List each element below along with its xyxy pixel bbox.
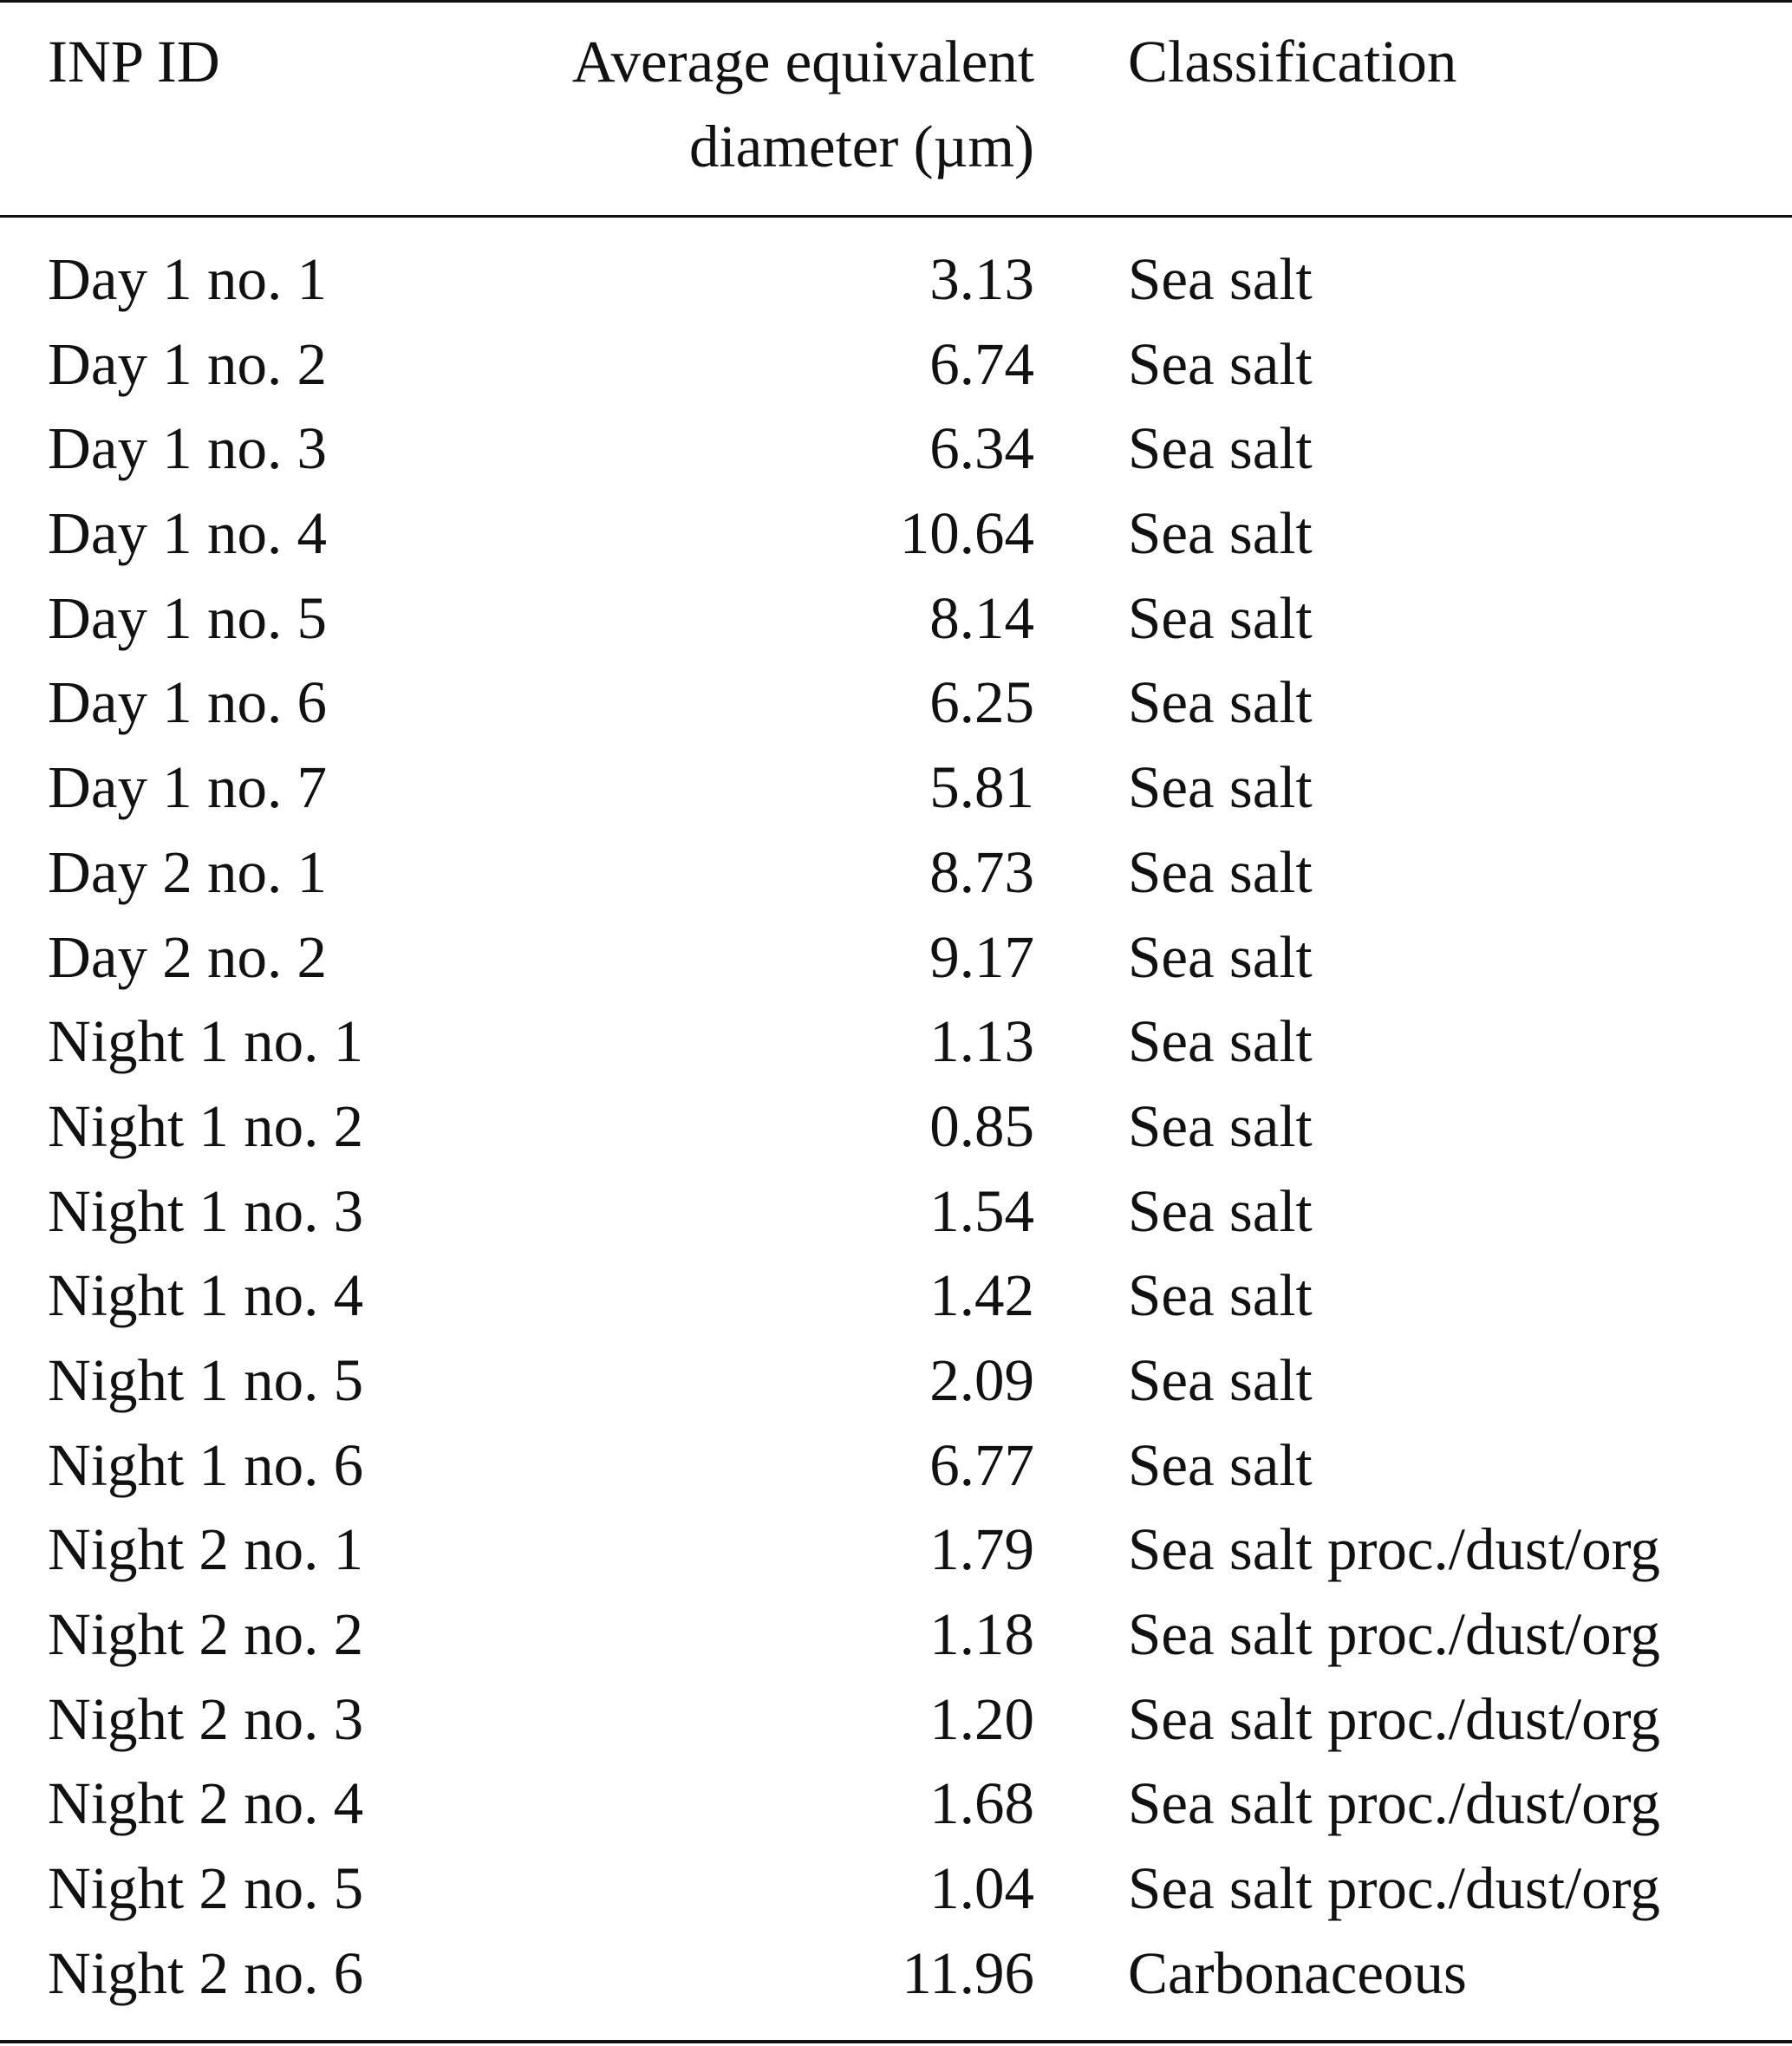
- cell-classification: Sea salt: [1128, 1008, 1313, 1075]
- cell-inp-id: Night 2 no. 5: [48, 1855, 364, 1922]
- table-row: [0, 1677, 1792, 1762]
- cell-diameter: 1.79: [929, 1516, 1034, 1583]
- cell-inp-id: Night 1 no. 4: [48, 1262, 364, 1329]
- table-row: [0, 1084, 1792, 1169]
- cell-classification: Sea salt: [1128, 1177, 1313, 1244]
- cell-inp-id: Day 1 no. 3: [48, 415, 327, 482]
- cell-classification: Sea salt: [1128, 923, 1313, 990]
- cell-inp-id: Day 2 no. 1: [48, 838, 327, 905]
- cell-inp-id: Day 1 no. 5: [48, 584, 327, 651]
- cell-classification: Sea salt: [1128, 246, 1313, 312]
- cell-diameter: 3.13: [929, 246, 1034, 312]
- cell-diameter: 1.18: [929, 1601, 1034, 1667]
- cell-classification: Sea salt proc./dust/org: [1128, 1601, 1660, 1667]
- cell-diameter: 0.85: [929, 1092, 1034, 1159]
- cell-classification: Sea salt: [1128, 669, 1313, 736]
- cell-diameter: 9.17: [929, 923, 1034, 990]
- cell-classification: Sea salt: [1128, 584, 1313, 651]
- cell-classification: Sea salt: [1128, 1346, 1313, 1413]
- table-row: [0, 1507, 1792, 1592]
- cell-inp-id: Night 2 no. 6: [48, 1939, 364, 2006]
- cell-diameter: 8.14: [929, 584, 1034, 651]
- cell-inp-id: Day 1 no. 6: [48, 669, 327, 736]
- cell-inp-id: Night 2 no. 2: [48, 1601, 364, 1667]
- cell-diameter: 6.77: [929, 1431, 1034, 1498]
- cell-diameter: 6.25: [929, 669, 1034, 736]
- cell-classification: Sea salt proc./dust/org: [1128, 1516, 1660, 1583]
- cell-inp-id: Night 1 no. 5: [48, 1346, 364, 1413]
- table-row: [0, 1338, 1792, 1423]
- cell-inp-id: Night 1 no. 2: [48, 1092, 364, 1159]
- cell-classification: Sea salt: [1128, 838, 1313, 905]
- cell-diameter: 1.04: [929, 1855, 1034, 1922]
- table-row: [0, 1846, 1792, 1931]
- cell-diameter: 6.34: [929, 415, 1034, 482]
- header-classification: Classification: [1128, 29, 1457, 94]
- table-row: [0, 1931, 1792, 2016]
- cell-classification: Sea salt: [1128, 330, 1313, 397]
- table-row: [0, 322, 1792, 407]
- cell-diameter: 1.42: [929, 1262, 1034, 1329]
- table-row: [0, 745, 1792, 830]
- table-row: [0, 830, 1792, 915]
- cell-inp-id: Night 1 no. 6: [48, 1431, 364, 1498]
- header-inp-id: INP ID: [48, 29, 220, 94]
- table-row: [0, 1761, 1792, 1846]
- cell-diameter: 6.74: [929, 330, 1034, 397]
- table-body: [0, 237, 1792, 2015]
- cell-classification: Sea salt: [1128, 1262, 1313, 1329]
- table-row: [0, 1169, 1792, 1254]
- cell-classification: Sea salt: [1128, 415, 1313, 482]
- table-header-rule: [0, 215, 1792, 218]
- cell-diameter: 11.96: [902, 1939, 1034, 2006]
- cell-classification: Sea salt: [1128, 754, 1313, 821]
- table-row: [0, 237, 1792, 322]
- cell-diameter: 1.13: [929, 1008, 1034, 1075]
- cell-diameter: 8.73: [929, 838, 1034, 905]
- cell-diameter: 10.64: [899, 500, 1034, 567]
- cell-classification: Sea salt proc./dust/org: [1128, 1855, 1660, 1922]
- header-average-diameter-line1: Average equivalent: [571, 29, 1034, 94]
- cell-inp-id: Night 1 no. 1: [48, 1008, 364, 1075]
- table-row: [0, 1423, 1792, 1508]
- cell-diameter: 1.20: [929, 1685, 1034, 1752]
- cell-inp-id: Night 2 no. 1: [48, 1516, 364, 1583]
- cell-inp-id: Night 1 no. 3: [48, 1177, 364, 1244]
- cell-classification: Carbonaceous: [1128, 1939, 1467, 2006]
- cell-classification: Sea salt: [1128, 1092, 1313, 1159]
- table-row: [0, 999, 1792, 1084]
- cell-inp-id: Day 1 no. 1: [48, 246, 327, 312]
- cell-inp-id: Day 2 no. 2: [48, 923, 327, 990]
- cell-diameter: 1.54: [929, 1177, 1034, 1244]
- cell-classification: Sea salt: [1128, 1431, 1313, 1498]
- cell-inp-id: Day 1 no. 2: [48, 330, 327, 397]
- cell-inp-id: Day 1 no. 4: [48, 500, 327, 567]
- table-row: [0, 576, 1792, 661]
- cell-classification: Sea salt proc./dust/org: [1128, 1685, 1660, 1752]
- cell-inp-id: Night 2 no. 3: [48, 1685, 364, 1752]
- cell-inp-id: Day 1 no. 7: [48, 754, 327, 821]
- table-row: [0, 660, 1792, 745]
- cell-classification: Sea salt proc./dust/org: [1128, 1770, 1660, 1837]
- table-row: [0, 1253, 1792, 1338]
- table-header: [0, 0, 1792, 215]
- table-row: [0, 1592, 1792, 1677]
- cell-inp-id: Night 2 no. 4: [48, 1770, 364, 1837]
- cell-classification: Sea salt: [1128, 500, 1313, 567]
- header-average-diameter-line2: diameter (µm): [689, 114, 1034, 179]
- cell-diameter: 2.09: [929, 1346, 1034, 1413]
- table-row: [0, 491, 1792, 576]
- cell-diameter: 1.68: [929, 1770, 1034, 1837]
- table-row: [0, 915, 1792, 1000]
- cell-diameter: 5.81: [929, 754, 1034, 821]
- header-average-diameter: [497, 19, 1034, 189]
- table-row: [0, 406, 1792, 491]
- table-bottom-rule: [0, 2040, 1792, 2043]
